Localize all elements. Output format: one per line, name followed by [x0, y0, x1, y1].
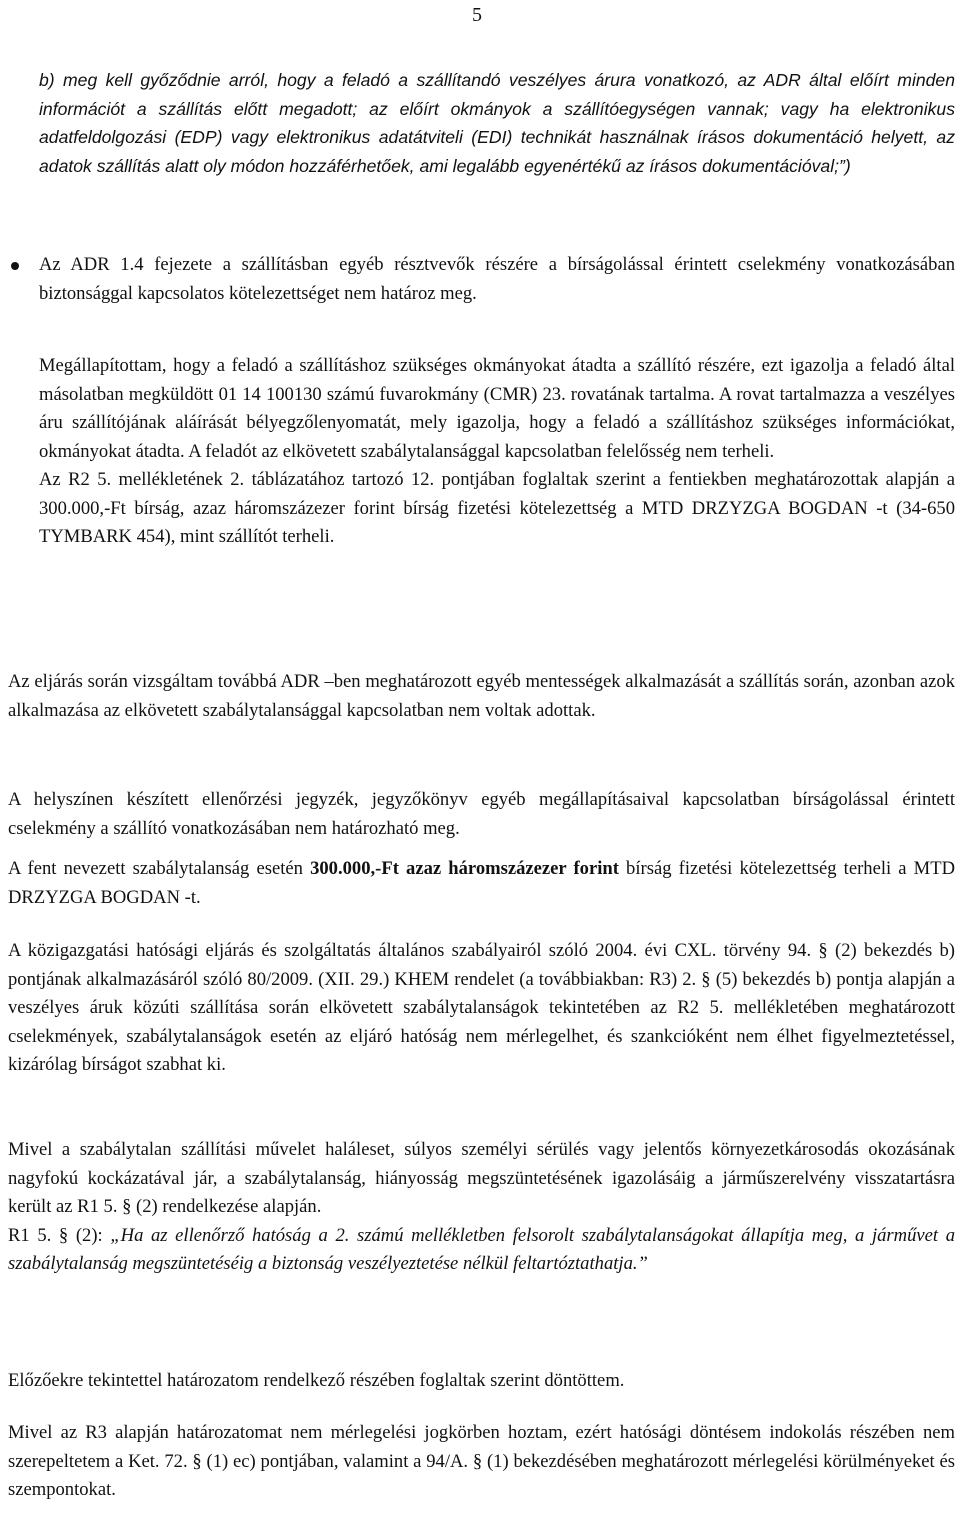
page-number: 5 — [472, 4, 482, 26]
fine-amount: 300.000,-Ft azaz háromszázezer forint — [310, 858, 619, 879]
findings-paragraph-1: Megállapítottam, hogy a feladó a szállításhoz szükséges okmányokat átadta a szállító részére, ezt igazolja a feladó által másolatban megküldött 01 14 100130 számú fuvarokmány (CMR) 23. rovatának tartalma. A rovat tartalmazza a veszélyes áru szállítójának aláírását bélyegzőlenyomatát, mely igazolja, hogy a feladó a szállításhoz szükséges információkat, okmányokat átadta. A feladót az elkövetett szabálytalansággal kapcsolatban felelősség nem terheli. — [39, 355, 955, 462]
detention-reason-paragraph — [8, 1136, 955, 1279]
fine-text-end: bírság fizetési kötelezettség terheli a MTD DRZYZGA BOGDAN -t. — [8, 858, 956, 908]
fine-paragraph — [8, 855, 955, 912]
fine-text-start: A fent nevezett szabálytalanság esetén — [8, 858, 311, 879]
legal-basis-paragraph: A közigazgatási hatósági eljárás és szolgáltatás általános szabályairól szóló 2004. évi CXL. törvény 94. § (2) bekezdés b) pontjának alkalmazásáról szóló 80/2009. (XII. 29.) KHEM rendelet (a továbbiakban: R3) 2. § (5) bekezdés b) pontja alapján a veszélyes áruk közúti szállítása során elkövetett szabálytalanságok tekintetében az R2 5. mellékletében meghatározott cselekmények, szabálytalanságok esetén az eljáró hatóság nem mérlegelhet, és szankcióként nem élhet figyelmeztetéssel, kizárólag bírságot szabhat ki. — [8, 940, 955, 1075]
conclusion-paragraph: Előzőekre tekintettel határozatom rendelkező részében foglaltak szerint döntöttem. — [8, 1370, 625, 1391]
findings-paragraph — [39, 352, 955, 552]
discretion-paragraph: Mivel az R3 alapján határozatomat nem mérlegelési jogkörben hoztam, ezért hatósági döntésem indokolás részében nem szerepeltetem a Ket. 72. § (1) ec) pontjában, valamint a 94/A. § (1) bekezdésében meghatározott mérlegelési körülményeket és szempontokat. — [8, 1422, 955, 1500]
procedure-paragraph: Az eljárás során vizsgáltam továbbá ADR –ben meghatározott egyéb mentességek alkalmazását a szállítás során, azonban azok alkalmazása az elkövetett szabálytalansággal kapcsolatban nem voltak adottak. — [8, 671, 955, 721]
bullet-item-adr: Az ADR 1.4 fejezete a szállításban egyéb résztvevők részére a bírságolással érintett cselekmény vonatkozásában biztonsággal kapcsolatos kötelezettséget nem határoz meg. — [39, 254, 955, 304]
bullet-icon — [11, 262, 19, 270]
protocol-paragraph: A helyszínen készített ellenőrzési jegyzék, jegyzőkönyv egyéb megállapításaival kapcsolatban bírságolással érintett cselekmény a szállító vonatkozásában nem határozható meg. — [8, 789, 955, 839]
quote-text: „Ha az ellenőrző hatóság a 2. számú mellékletben felsorolt szabálytalanságokat állapítja meg, a járművet a szabálytalanság megszüntetéséig a biztonság veszélyeztetése nélkül feltartóztathatja.” — [8, 1224, 955, 1274]
quote-prefix: R1 5. § (2): — [8, 1224, 111, 1246]
quoted-rule-r1 — [8, 1222, 955, 1279]
findings-paragraph-2: Az R2 5. mellékletének 2. táblázatához tartozó 12. pontjában foglaltak szerint a fentiekben meghatározottak alapján a 300.000,-Ft bírság, azaz háromszázezer forint bírság fizetési kötelezettség a MTD DRZYZGA BOGDAN -t (34-650 TYMBARK 454), mint szállítót terheli. — [39, 469, 955, 547]
detention-reason-text: Mivel a szabálytalan szállítási művelet haláleset, súlyos személyi sérülés vagy jelentős környezetkárosodás okozásának nagyfokú kockázatával jár, a szabálytalanság, hiányosság megszüntetésének igazolásáig a járműszerelvény visszatartásra került az R1 5. § (2) rendelkezése alapján. — [8, 1139, 955, 1217]
quoted-rule-paragraph-b: b) meg kell győződnie arról, hogy a feladó a szállítandó veszélyes árura vonatkozó, az ADR által előírt minden információt a szállítás előtt megadott; az előírt okmányok a szállítóegységen vannak; vagy ha elektronikus adatfeldolgozási (EDP) vagy elektronikus adatátviteli (EDI) technikát használnak írásos dokumentáció helyett, az adatok szállítás alatt oly módon hozzáférhetőek, ami legalább egyenértékű az írásos dokumentációval;”) — [39, 70, 955, 176]
